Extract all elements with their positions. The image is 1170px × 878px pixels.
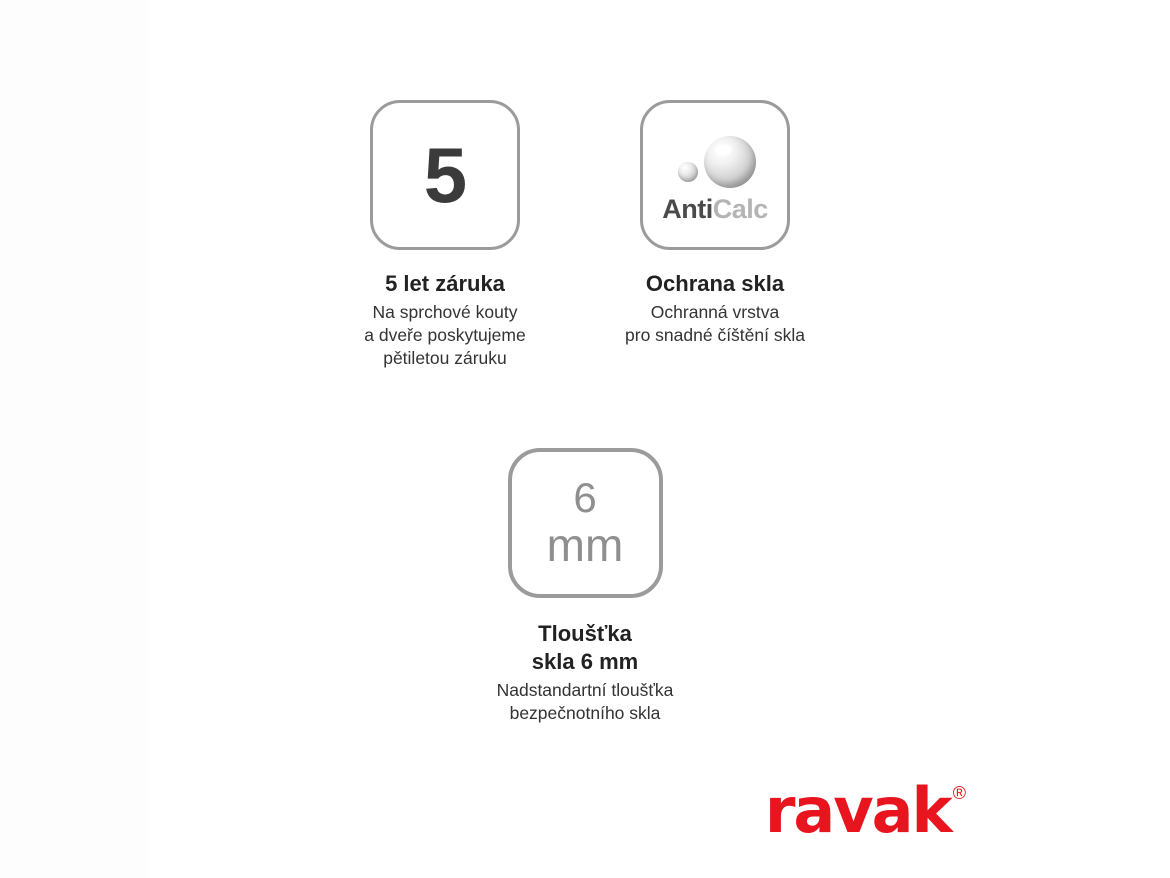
feature-warranty: [330, 100, 560, 370]
feature-glass-thickness-title-line: Tloušťka: [538, 621, 632, 646]
feature-glass-thickness-desc-line: Nadstandartní tloušťka: [496, 680, 674, 701]
warranty-badge: [370, 100, 520, 250]
feature-glass-thickness-title: [455, 620, 715, 676]
feature-glass-thickness-desc-line: bezpečnotního skla: [509, 703, 661, 724]
water-droplet-small-icon: [678, 162, 698, 182]
thickness-value: 6: [573, 473, 597, 521]
feature-row-top: [330, 100, 850, 370]
registered-trademark-icon: ®: [952, 783, 966, 803]
thickness-unit: mm: [546, 518, 624, 571]
feature-glass-protection-desc: [600, 301, 830, 347]
left-margin-strip: [0, 0, 148, 878]
anticalc-word-calc: Calc: [712, 193, 768, 224]
anticalc-badge: [640, 100, 790, 250]
feature-glass-thickness-title-line: skla 6 mm: [531, 649, 639, 675]
brand-logo-wordmark: ravak: [764, 774, 951, 847]
feature-warranty-desc: [330, 301, 560, 370]
feature-glass-thickness-desc: [455, 679, 715, 725]
anticalc-word-anti: Anti: [662, 193, 713, 224]
anticalc-badge-content: [643, 103, 787, 247]
feature-warranty-title: 5 let záruka: [385, 271, 505, 296]
feature-glass-thickness: [455, 448, 715, 726]
feature-warranty-desc-line: pětiletou záruku: [383, 348, 507, 369]
brand-logo: [764, 774, 966, 847]
number-five-badge-icon: 5: [423, 131, 467, 219]
water-droplets-icon: [660, 134, 770, 196]
feature-glass-protection-desc-line: Ochranná vrstva: [650, 302, 780, 323]
water-droplet-large-icon: [704, 136, 756, 188]
glass-thickness-badge-icon: [508, 448, 663, 598]
feature-glass-protection: [600, 100, 830, 347]
anticalc-wordmark: [662, 193, 768, 224]
feature-glass-protection-title: Ochrana skla: [645, 271, 785, 296]
feature-warranty-desc-line: Na sprchové kouty: [372, 302, 518, 323]
feature-glass-protection-desc-line: pro snadné číštění skla: [625, 325, 805, 346]
feature-warranty-desc-line: a dveře poskytujeme: [364, 325, 526, 346]
